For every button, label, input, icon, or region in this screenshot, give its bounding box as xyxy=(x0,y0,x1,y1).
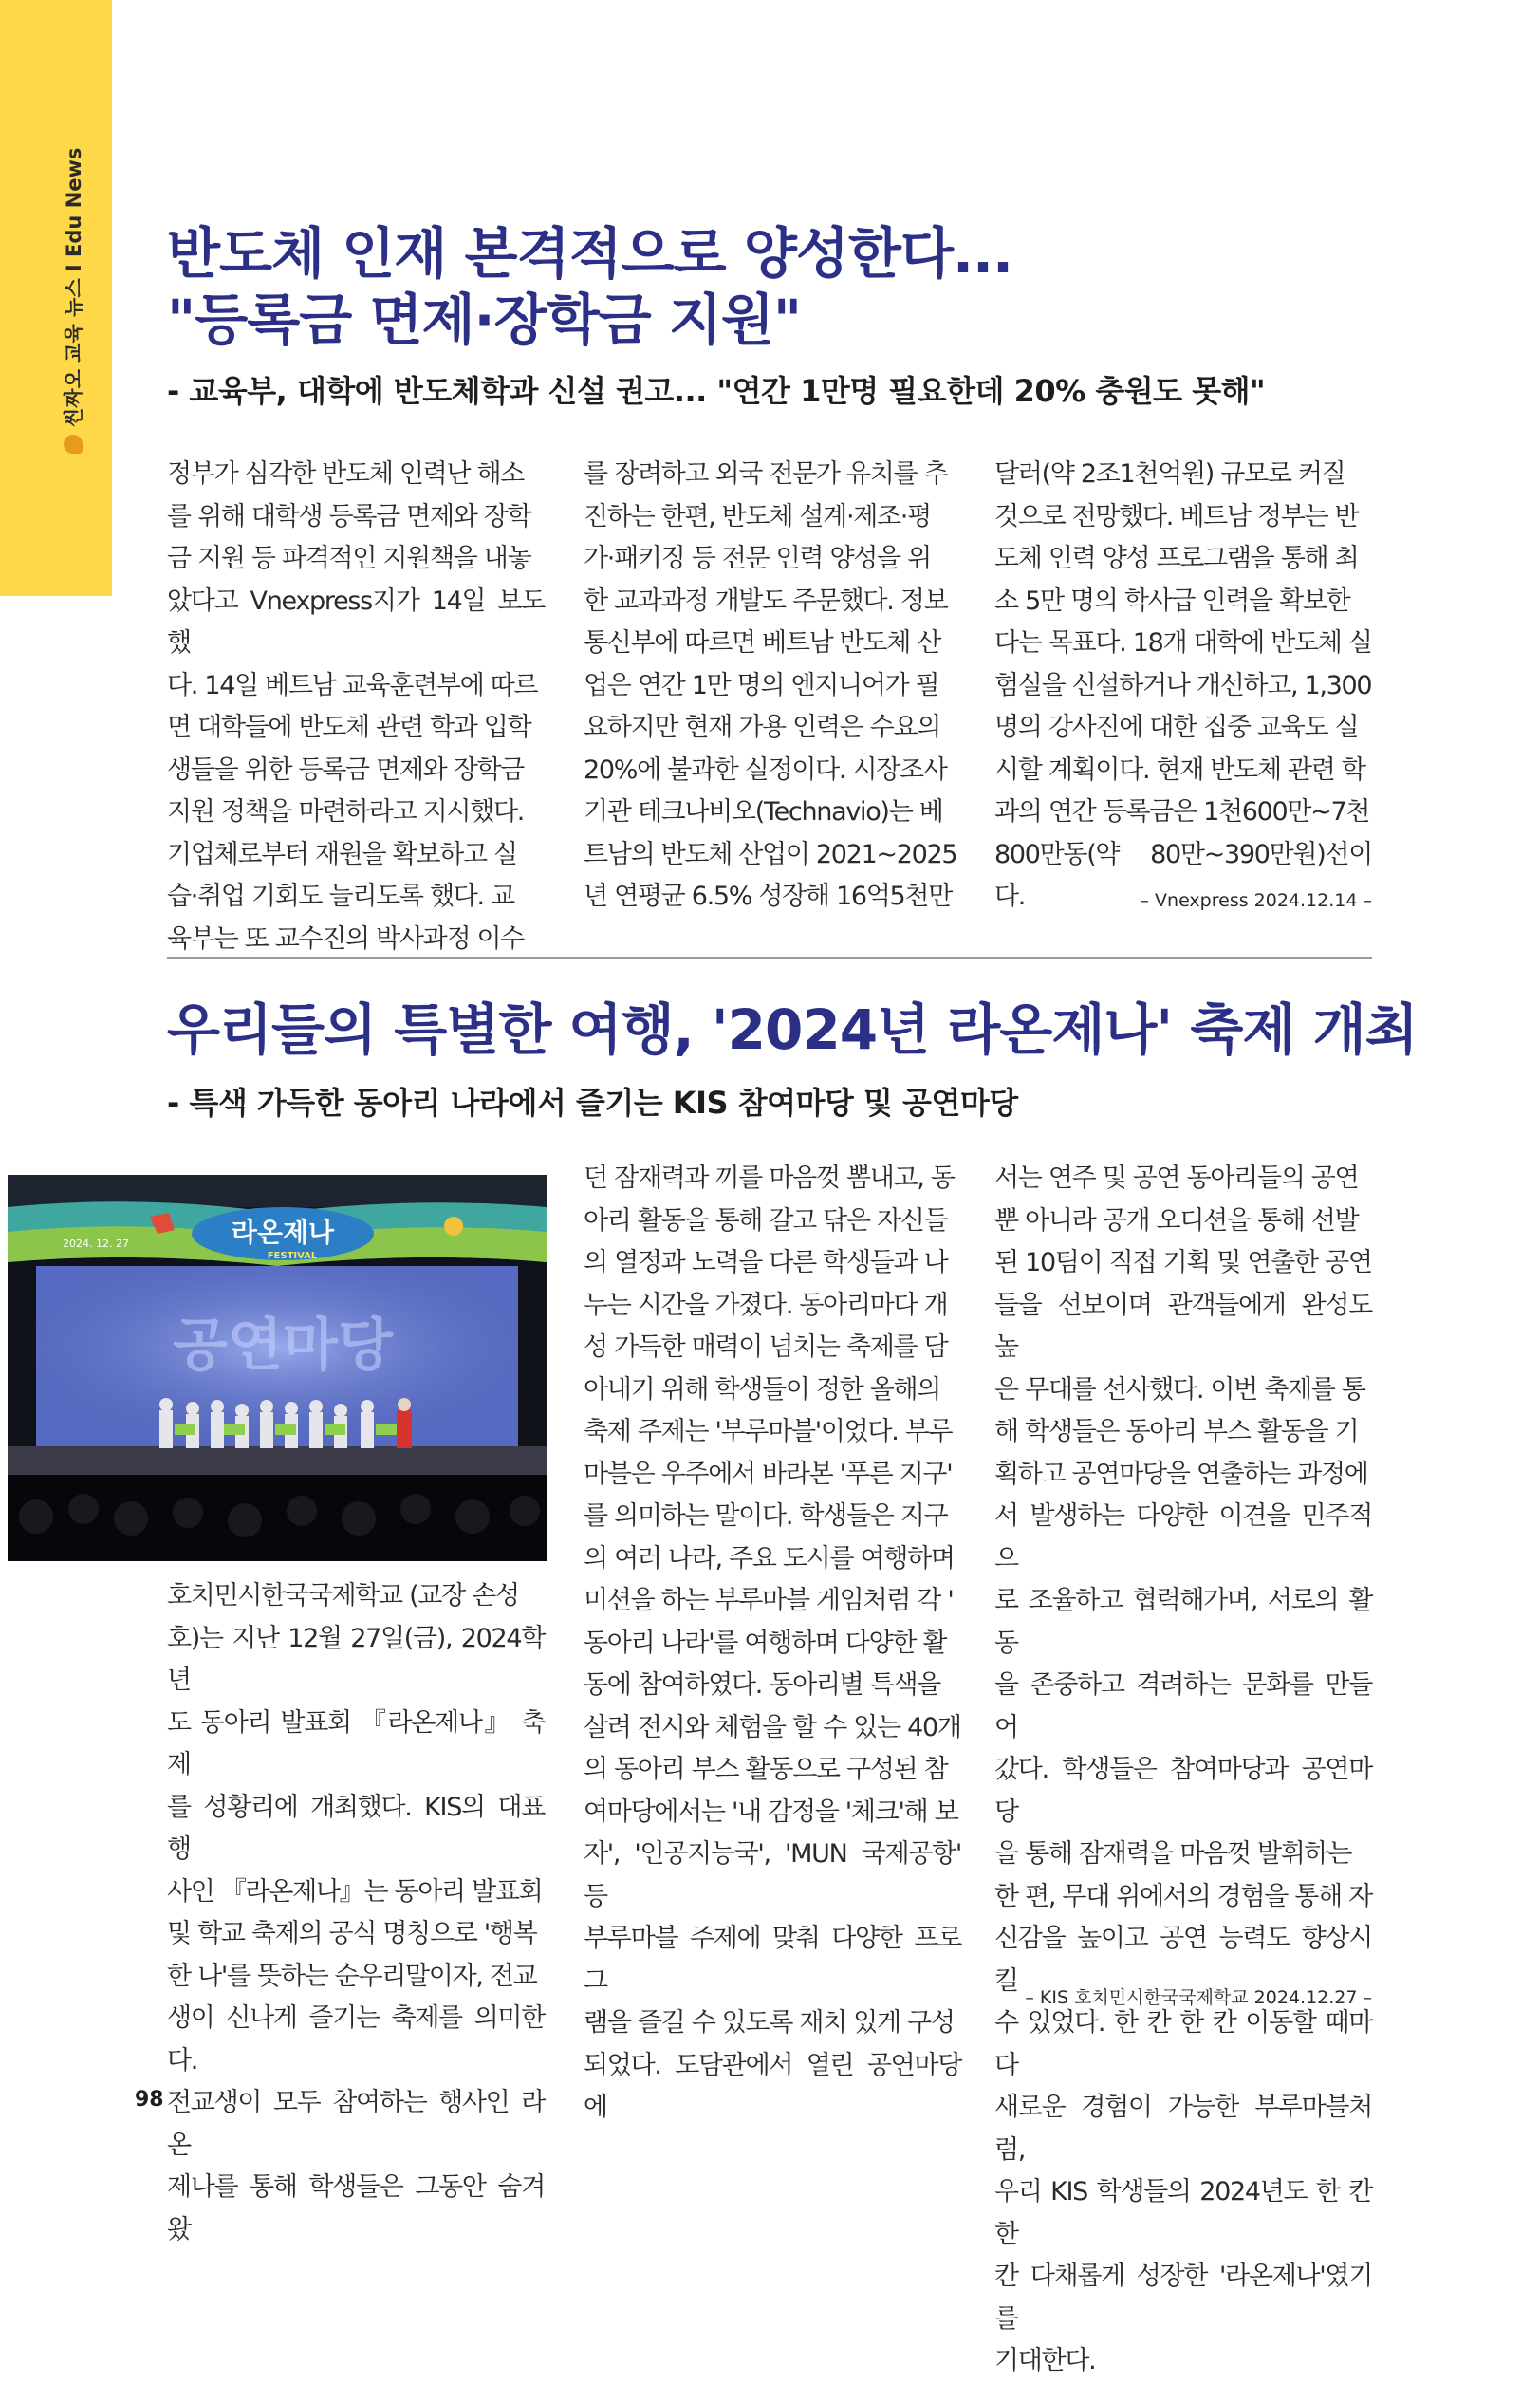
article1-column-2: 를 장려하고 외국 전문가 유치를 추 진하는 한편, 반도체 설계·제조·평 가·패키징 등 전문 인력 양성을 위 한 교과과정 개발도 주문했다. 정보 통신부에 따르면 베트남 반도체 산 업은 연간 1만 명의 엔지니어가 필 요하지만 현재 가용 인력은 수요의 20%에 불과한 실정이다. 시장조사 기관 테크나비오(Technavio)는 베 트남의 반도체 산업이 2021~2025 년 연평균 6.5% 성장해 16억5천만 xyxy=(584,459,957,911)
article2-credit: – KIS 호치민시한국국제학교 2024.12.27 – xyxy=(1025,1987,1372,2008)
article2-column-1: 호치민시한국국제학교 (교장 손성 호)는 지난 12월 27일(금), 2024학년 도 동아리 발표회 『라온제나』 축제 를 성황리에 개최했다. KIS의 대표 행 사인 『라온제나』는 동아리 발표회 및 학교 축제의 공식 명칭으로 '행복 한 나'를 뜻하는 순우리말이자, 전교 생이 신나게 즐기는 축제를 의미한다. 전교생이 모두 참여하는 행사인 라온 제나를 통해 학생들은 그동안 숨겨왔 xyxy=(167,1581,545,2244)
banner-title: 라온제나 xyxy=(231,1217,335,1248)
section-divider xyxy=(167,957,1372,959)
screen-text: 공연마당 xyxy=(173,1313,393,1379)
banner-subtitle: FESTIVAL xyxy=(267,1251,318,1261)
logo-icon xyxy=(64,435,83,454)
festival-photo-illustration xyxy=(8,1175,547,1561)
section-side-tab xyxy=(0,0,112,596)
article2-column-3: 서는 연주 및 공연 동아리들의 공연 뿐 아니라 공개 오디션을 통해 선발 된 10팀이 직접 기획 및 연출한 공연 들을 선보이며 관객들에게 완성도 높 은 무대를 선사했다. 이번 축제를 통 해 학생들은 동아리 부스 활동을 기 획하고 공연마당을 연출하는 과정에 서 발생하는 다양한 이견을 민주적으 로 조율하고 협력해가며, 서로의 활동 을 존중하고 격려하는 문화를 만들어 갔다. 학생들은 참여마당과 공연마당 을 통해 잠재력을 마음껏 발휘하는 한 편, 무대 위에서의 경험을 통해 자 신감을 높이고 공연 능력도 향상시킬 수 있었다. 한 칸 한 칸 이동할 때마다 새로운 경험이 가능한 부루마블처럼, 우리 KIS 학생들의 2024년도 한 칸 한 칸 다채롭게 성장한 '라온제나'였기를 기대한다. xyxy=(994,1164,1372,2375)
article1-title-line2: "등록금 면제·장학금 지원" xyxy=(167,288,802,352)
article1-credit: – Vnexpress 2024.12.14 – xyxy=(1140,890,1372,911)
page-number: 98 xyxy=(135,2088,164,2112)
article2-column-2: 던 잠재력과 끼를 마음껏 뽐내고, 동 아리 활동을 통해 갈고 닦은 자신들 의 열정과 노력을 다른 학생들과 나 누는 시간을 가졌다. 동아리마다 개 성 가득한 매력이 넘치는 축제를 담 아내기 위해 학생들이 정한 올해의 축제 주제는 '부루마블'이었다. 부루 마블은 우주에서 바라본 '푸른 지구' 를 의미하는 말이다. 학생들은 지구 의 여러 나라, 주요 도시를 여행하며 미션을 하는 부루마블 게임처럼 각 ' 동아리 나라'를 여행하며 다양한 활 동에 참여하였다. 동아리별 특색을 살려 전시와 체험을 할 수 있는 40개 의 동아리 부스 활동으로 구성된 참 여마당에서는 '내 감정을 '체크'해 보 자', '인공지능국', 'MUN 국제공항' 등 부루마블 주제에 맞춰 다양한 프로그 램을 즐길 수 있도록 재치 있게 구성 되었다. 도담관에서 열린 공연마당에 xyxy=(584,1164,961,2122)
article1-column-1: 정부가 심각한 반도체 인력난 해소 를 위해 대학생 등록금 면제와 장학 금 지원 등 파격적인 지원책을 내놓 았다고 Vnexpress지가 14일 보도했 다. 14일 베트남 교육훈련부에 따르 면 대학들에 반도체 관련 학과 입학 생들을 위한 등록금 면제와 장학금 지원 정책을 마련하라고 지시했다. 기업체로부터 재원을 확보하고 실 습·취업 기회도 늘리도록 했다. 교 육부는 또 교수진의 박사과정 이수 xyxy=(167,459,545,954)
article1-subtitle: - 교육부, 대학에 반도체학과 신설 권고... "연간 1만명 필요한데 20% 충원도 못해" xyxy=(167,373,1266,409)
article2-subtitle: - 특색 가득한 동아리 나라에서 즐기는 KIS 참여마당 및 공연마당 xyxy=(167,1085,1018,1121)
section-label-text: 씬짜오 교육 뉴스 I Edu News xyxy=(63,147,85,427)
section-label xyxy=(59,148,87,454)
article1-title-line1: 반도체 인재 본격적으로 양성한다... xyxy=(167,221,1013,286)
festival-photo xyxy=(8,1175,547,1561)
banner-date: 2024. 12. 27 xyxy=(63,1238,129,1250)
article1-column-3: 달러(약 2조1천억원) 규모로 커질 것으로 전망했다. 베트남 정부는 반 도체 인력 양성 프로그램을 통해 최 소 5만 명의 학사급 인력을 확보한 다는 목표다. 18개 대학에 반도체 실 험실을 신설하거나 개선하고, 1,300 명의 강사진에 대한 집중 교육도 실 시할 계획이다. 현재 반도체 관련 학 과의 연간 등록금은 1천600만~7천 800만동(약 80만~390만원)선이다. xyxy=(994,459,1372,911)
article2-title: 우리들의 특별한 여행, '2024년 라온제나' 축제 개최 xyxy=(167,997,1418,1062)
